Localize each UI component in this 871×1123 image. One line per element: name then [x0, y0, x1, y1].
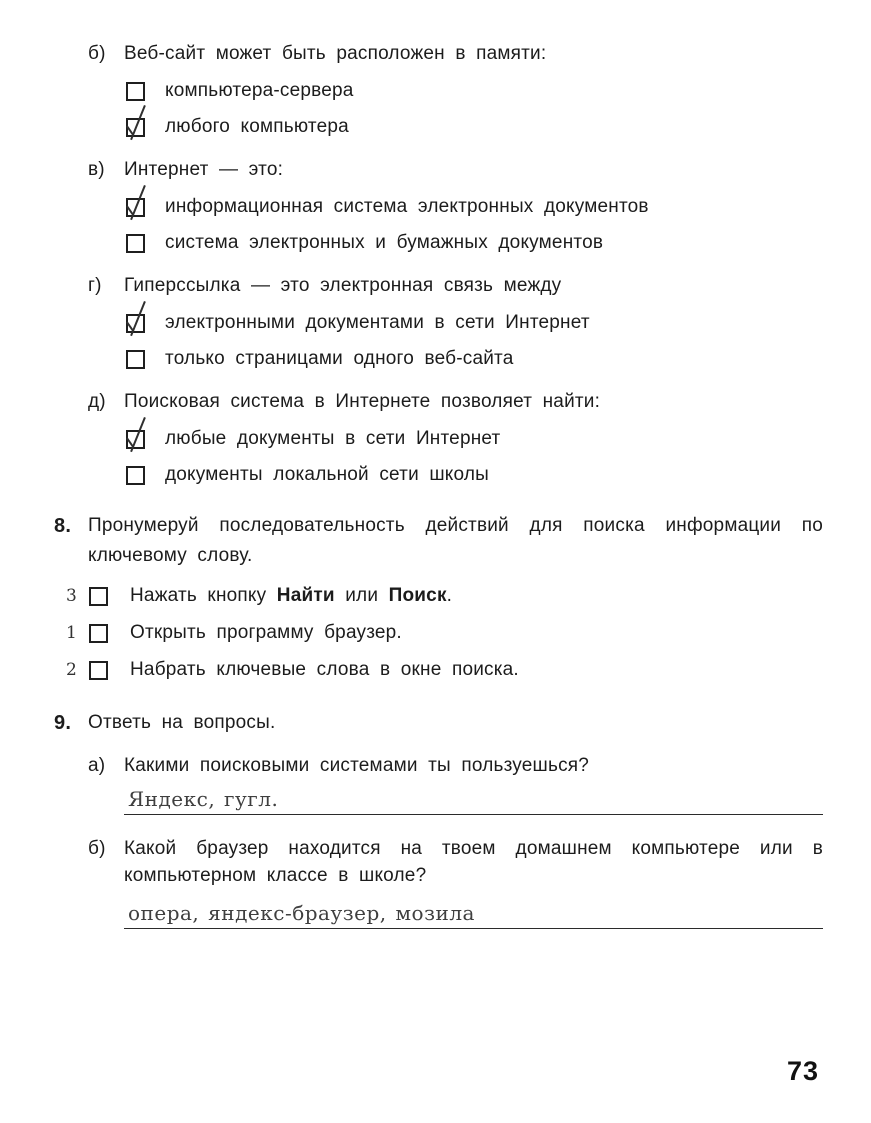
answer-line[interactable] — [124, 899, 823, 929]
page-number: 73 — [786, 1056, 819, 1086]
sequence-checkbox[interactable] — [89, 587, 108, 606]
sub-question-label: в) — [88, 159, 105, 180]
option-checkbox[interactable] — [126, 118, 145, 137]
sub-question-text: Какой браузер находится на твоем домашнем компьютере или в компьютерном классе в школе? — [124, 838, 823, 886]
answer-line[interactable] — [124, 785, 823, 815]
option-label: любые документы в сети Интернет — [165, 428, 501, 449]
sequence-label: Набрать ключевые слова в окне поиска. — [130, 659, 519, 680]
handwritten-answer: Яндекс, гугл. — [128, 787, 279, 811]
check-mark-icon — [128, 120, 143, 135]
check-mark-icon — [128, 432, 143, 447]
sub-question-label: б) — [88, 43, 106, 64]
handwritten-order-number[interactable]: 2 — [65, 660, 78, 680]
check-mark-icon — [128, 200, 143, 215]
option-checkbox[interactable] — [126, 198, 145, 217]
handwritten-order-number[interactable]: 3 — [65, 586, 78, 606]
option-checkbox[interactable] — [126, 314, 145, 333]
sub-question-d — [88, 388, 823, 415]
sub-question-label: д) — [88, 391, 106, 412]
option-label: только страницами одного веб-сайта — [165, 348, 514, 369]
sub-question-label: г) — [88, 275, 102, 296]
sub-question-v — [88, 156, 823, 183]
option-checkbox[interactable] — [126, 350, 145, 369]
sequence-checkbox[interactable] — [89, 624, 108, 643]
answer-option — [126, 115, 823, 139]
check-mark-icon — [128, 316, 143, 331]
question-text: Пронумеруй последовательность действий для поиска информации по ключевому слову. — [88, 515, 823, 566]
option-label: информационная система электронных документов — [165, 196, 649, 217]
question-9-header — [54, 708, 823, 738]
answer-option — [126, 195, 823, 219]
sub-question-text: Веб-сайт может быть расположен в памяти: — [124, 43, 547, 64]
sub-question-text: Какими поисковыми системами ты пользуешься? — [124, 755, 590, 776]
answer-option — [126, 311, 823, 335]
sub-question-label: б) — [88, 838, 106, 859]
question-number: 9. — [54, 712, 72, 734]
question-number: 8. — [54, 515, 72, 537]
sub-question-text: Поисковая система в Интернете позволяет найти: — [124, 391, 601, 412]
sub-question-text: Гиперссылка — это электронная связь между — [124, 275, 562, 296]
sub-question — [88, 752, 823, 779]
answer-option — [126, 347, 823, 371]
question-9b — [88, 835, 823, 929]
option-label: компьютера-сервера — [165, 80, 354, 101]
option-label: электронными документами в сети Интернет — [165, 312, 590, 333]
option-label: система электронных и бумажных документов — [165, 232, 604, 253]
handwritten-answer: опера, яндекс-браузер, мозила — [128, 901, 475, 925]
handwritten-order-number[interactable]: 1 — [65, 623, 78, 643]
sequence-item — [64, 584, 823, 608]
option-label: документы локальной сети школы — [165, 464, 490, 485]
sequence-item — [64, 621, 823, 645]
answer-option — [126, 463, 823, 487]
sub-question-label: а) — [88, 755, 106, 776]
sequence-label: Открыть программу браузер. — [130, 622, 402, 643]
sequence-label: Нажать кнопку Найти или Поиск. — [130, 585, 453, 606]
question-9a — [88, 752, 823, 815]
answer-option — [126, 427, 823, 451]
sequence-item — [64, 658, 823, 682]
option-checkbox[interactable] — [126, 466, 145, 485]
option-checkbox[interactable] — [126, 430, 145, 449]
sub-question-g — [88, 272, 823, 299]
question-text: Ответь на вопросы. — [88, 712, 276, 733]
sub-question-b — [88, 40, 823, 67]
option-label: любого компьютера — [165, 116, 349, 137]
sub-question — [88, 835, 823, 889]
answer-option — [126, 79, 823, 103]
option-checkbox[interactable] — [126, 234, 145, 253]
option-checkbox[interactable] — [126, 82, 145, 101]
sub-question-text: Интернет — это: — [124, 159, 284, 180]
sequence-checkbox[interactable] — [89, 661, 108, 680]
question-8-header — [54, 511, 823, 571]
answer-option — [126, 231, 823, 255]
